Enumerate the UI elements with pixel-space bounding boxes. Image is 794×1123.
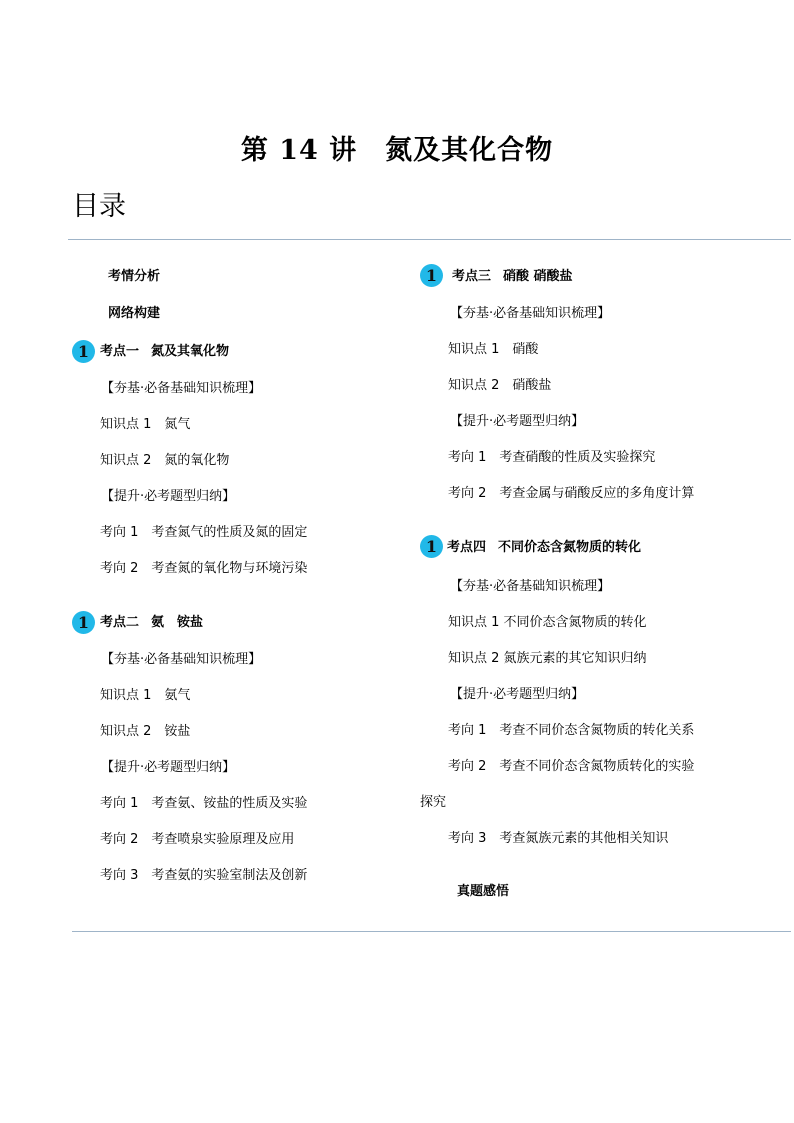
number-one-badge-icon: 1	[72, 611, 95, 634]
page-title: 第 14 讲 氮及其化合物	[240, 135, 554, 166]
toc-subheading: 【夯基·必备基础知识梳理】	[101, 652, 262, 667]
toc-item[interactable]: 知识点 2 氮的氧化物	[100, 453, 230, 468]
toc-item-real-questions[interactable]: 真题感悟	[457, 884, 510, 899]
toc-item[interactable]: 知识点 1 不同价态含氮物质的转化	[448, 615, 647, 630]
toc-item[interactable]: 考向 2 考查氮的氧化物与环境污染	[100, 561, 308, 576]
toc-section-2[interactable]	[100, 614, 203, 632]
section-name: 不同价态含氮物质的转化	[498, 540, 642, 555]
toc-item[interactable]: 知识点 1 硝酸	[448, 342, 539, 357]
number-one-badge-icon: 1	[420, 264, 443, 287]
toc-item[interactable]: 知识点 2 铵盐	[100, 724, 191, 739]
toc-section-3[interactable]	[452, 268, 573, 286]
toc-subheading: 【提升·必考题型归纳】	[101, 760, 236, 775]
section-label: 考点四	[447, 540, 487, 555]
toc-item-network[interactable]: 网络构建	[108, 306, 161, 321]
toc-subheading: 【夯基·必备基础知识梳理】	[450, 306, 611, 321]
section-label: 考点二	[100, 615, 140, 630]
toc-item[interactable]: 知识点 2 氮族元素的其它知识归纳	[448, 651, 647, 666]
top-divider	[68, 239, 791, 240]
toc-section-1[interactable]	[100, 343, 229, 361]
number-one-badge-icon: 1	[420, 535, 443, 558]
toc-item[interactable]: 考向 2 考查喷泉实验原理及应用	[100, 832, 295, 847]
toc-item[interactable]: 考向 2 考查不同价态含氮物质转化的实验	[448, 759, 695, 774]
toc-subheading: 【提升·必考题型归纳】	[101, 489, 236, 504]
section-label: 考点一	[100, 344, 140, 359]
toc-subheading: 【提升·必考题型归纳】	[450, 414, 585, 429]
toc-item-analysis[interactable]: 考情分析	[108, 269, 161, 284]
toc-heading: 目录	[72, 191, 126, 222]
section-name: 硝酸 硝酸盐	[503, 269, 573, 284]
toc-item[interactable]: 知识点 1 氨气	[100, 688, 191, 703]
toc-subheading: 【提升·必考题型归纳】	[450, 687, 585, 702]
toc-item-continuation[interactable]: 探究	[420, 795, 447, 810]
toc-item[interactable]: 知识点 1 氮气	[100, 417, 191, 432]
toc-item[interactable]: 考向 3 考查氨的实验室制法及创新	[100, 868, 308, 883]
section-name: 氨 铵盐	[151, 615, 204, 630]
section-name: 氮及其氧化物	[151, 344, 230, 359]
toc-subheading: 【夯基·必备基础知识梳理】	[450, 579, 611, 594]
bottom-divider	[72, 931, 791, 932]
number-one-badge-icon: 1	[72, 340, 95, 363]
toc-section-4[interactable]	[447, 539, 641, 557]
toc-subheading: 【夯基·必备基础知识梳理】	[101, 381, 262, 396]
toc-item[interactable]: 考向 1 考查硝酸的性质及实验探究	[448, 450, 656, 465]
toc-item[interactable]: 考向 3 考查氮族元素的其他相关知识	[448, 831, 669, 846]
toc-item[interactable]: 考向 2 考查金属与硝酸反应的多角度计算	[448, 486, 695, 501]
section-label: 考点三	[452, 269, 492, 284]
toc-item[interactable]: 考向 1 考查氮气的性质及氮的固定	[100, 525, 308, 540]
toc-item[interactable]: 知识点 2 硝酸盐	[448, 378, 552, 393]
toc-item[interactable]: 考向 1 考查不同价态含氮物质的转化关系	[448, 723, 695, 738]
toc-item[interactable]: 考向 1 考查氨、铵盐的性质及实验	[100, 796, 308, 811]
